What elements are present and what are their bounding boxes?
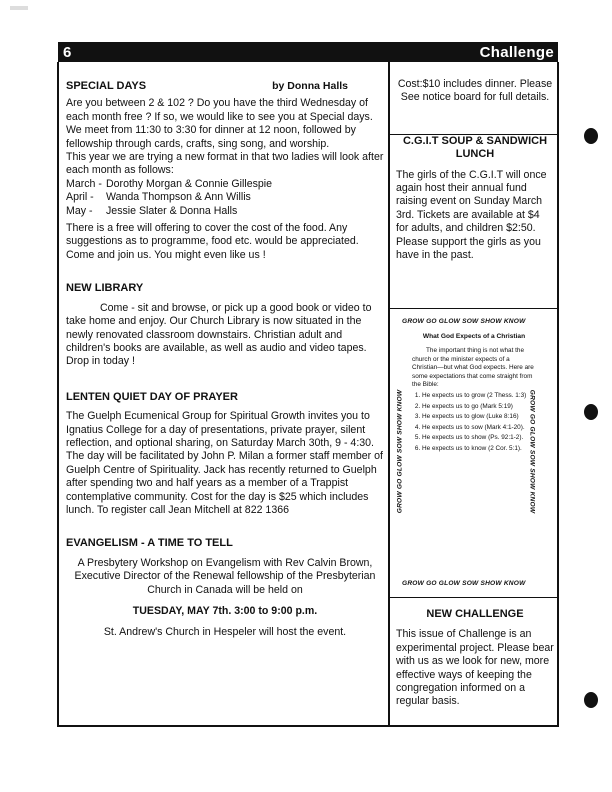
page-header <box>58 42 558 62</box>
schedule-names: Wanda Thompson & Ann Willis <box>106 191 251 204</box>
grow-border-right: GROW GO GLOW SOW SHOW KNOW <box>528 389 536 514</box>
list-item: 2. He expects us to go (Mark 5:19) <box>422 403 536 412</box>
punch-hole-bottom <box>584 692 598 708</box>
schedule-month: May - <box>66 204 93 217</box>
new-library-heading: NEW LIBRARY <box>66 282 144 295</box>
special-days-para-2: This year we are trying a new format in that two ladies will look after each month as follows: <box>66 151 384 177</box>
cgit-body: The girls of the C.G.I.T will once again host their annual fund raising event on Sunday March 3rd. Tickets are available at $4 for adults, and children $2:50. Please support the girls as you have in the past. <box>396 168 547 262</box>
evangelism-location: St. Andrew's Church in Hespeler will host the event. <box>103 626 347 639</box>
list-item: 5. He expects us to show (Ps. 92:1-2). <box>422 434 536 443</box>
schedule-month: April - <box>66 191 94 204</box>
new-challenge-heading: NEW CHALLENGE <box>426 608 524 620</box>
grow-border-left: GROW GO GLOW SOW SHOW KNOW <box>396 389 404 514</box>
list-item: 4. He expects us to sow (Mark 4:1-20). <box>422 424 536 433</box>
schedule-names: Jessie Slater & Donna Halls <box>106 204 238 217</box>
grow-box <box>398 318 550 590</box>
newsletter-title: Challenge <box>479 43 554 61</box>
evangelism-body: A Presbytery Workshop on Evangelism with Rev Calvin Brown, Executive Director of the Renewal fellowship of the Presbyterian Church in Canada will be held on <box>74 556 376 596</box>
evangelism-heading: EVANGELISM - A TIME TO TELL <box>66 537 233 550</box>
special-days-heading-row <box>66 80 384 93</box>
new-challenge-section <box>396 608 554 709</box>
special-days-schedule <box>66 178 384 218</box>
right-column <box>396 76 554 262</box>
grow-box-list <box>412 392 536 454</box>
new-challenge-body: This issue of Challenge is an experimental project. Please bear with us as we look for new, more effective ways of keeping the congregation informed on a regular basis. <box>396 628 554 708</box>
grow-box-content <box>412 332 536 456</box>
special-days-para-3: There is a free will offering to cover the cost of the food. Any suggestions as to programme, food etc. would be appreciated. Come and join us. You might even like us ! <box>66 222 359 261</box>
list-item: 6. He expects us to know (2 Cor. 5:1). <box>422 445 536 454</box>
punch-hole-top <box>584 128 598 144</box>
grow-box-title: What God Expects of a Christian <box>422 333 526 340</box>
schedule-month: March - <box>66 177 102 190</box>
right-divider-3 <box>389 597 557 598</box>
cost-note: Cost:$10 includes dinner. Please See notice board for full details. <box>397 78 553 104</box>
evangelism-date: TUESDAY, MAY 7th. 3:00 to 9:00 p.m. <box>132 605 318 617</box>
grow-box-intro: The important thing is not what the church or the minister expects of a Christian—but what God expects. Here are some expectations that come straight from the Bible: <box>412 347 534 389</box>
left-column <box>66 76 384 640</box>
new-library-body: Come - sit and browse, or pick up a good book or video to take home and enjoy. Our Church Library is now situated in the newly renovated classroom downstairs. Christian adult and children's books are available, as well as audio and video tapes. Drop in today ! <box>66 301 372 368</box>
punch-hole-middle <box>584 404 598 420</box>
scan-mark <box>10 6 28 10</box>
grow-border-top: GROW GO GLOW SOW SHOW KNOW <box>402 318 526 325</box>
lenten-heading: LENTEN QUIET DAY OF PRAYER <box>66 390 238 403</box>
cgit-heading: C.G.I.T SOUP & SANDWICH LUNCH <box>402 134 548 161</box>
special-days-byline: by Donna Halls <box>272 80 348 92</box>
special-days-heading: SPECIAL DAYS <box>66 80 147 92</box>
lenten-body: The Guelph Ecumenical Group for Spiritual Growth invites you to Ignatius College for a day of presentations, private prayer, silent reflection, and optional sharing, on Saturday March 30th, 9 - 4:30. The day will be facilitated by John P. Milan a former staff member of Guelph Centre of Spirituality. Jack has recently returned to Guelph after spending two and half years as a member of a Trappist contemplative community. Cost for the day is $25 which includes lunch. To register call Jean Mitchell at 822 1366 <box>66 410 383 516</box>
list-item: 3. He expects us to glow (Luke 8:16) <box>422 413 536 422</box>
special-days-para-1: Are you between 2 & 102 ? Do you have the third Wednesday of each month free ? If so, we would like to see you at Special days. We meet from 11:30 to 3:30 for dinner at 12 noon, followed by fellowship through cards, crafts, sing song, and worship. <box>66 97 373 150</box>
list-item: 1. He expects us to grow (2 Thess. 1:3) <box>422 392 536 401</box>
grow-border-bottom: GROW GO GLOW SOW SHOW KNOW <box>402 580 526 587</box>
schedule-names: Dorothy Morgan & Connie Gillespie <box>106 177 273 190</box>
page-number: 6 <box>63 43 72 61</box>
right-divider-2 <box>389 308 557 309</box>
